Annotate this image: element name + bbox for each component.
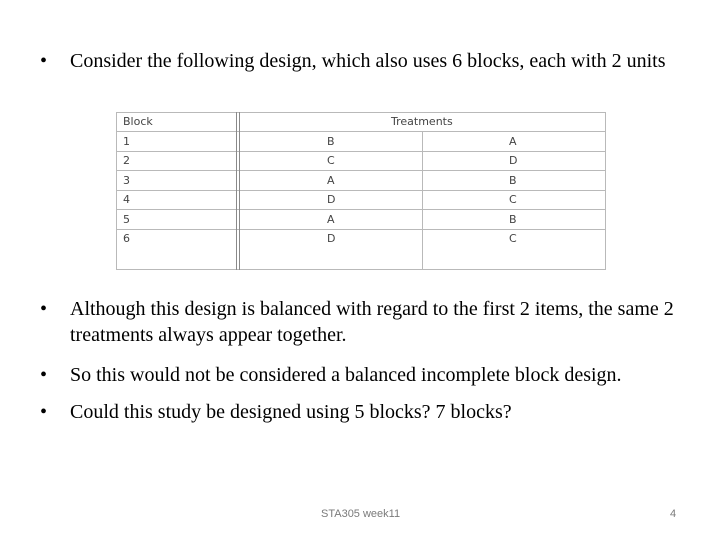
table-cell-block: 2	[123, 154, 130, 167]
table-cell-treatment: A	[327, 213, 335, 226]
table-cell-treatment: C	[509, 232, 517, 245]
table-cell-treatment: A	[509, 135, 517, 148]
bullet-marker: •	[40, 364, 48, 386]
table-cell-treatment: D	[327, 193, 336, 206]
table-cell-treatment: A	[327, 174, 335, 187]
table-cell-treatment: D	[509, 154, 518, 167]
bullet-1	[40, 48, 690, 74]
bullet-4	[40, 399, 690, 425]
bullet-marker: •	[40, 298, 48, 320]
table-cell-block: 5	[123, 213, 130, 226]
table-cell-treatment: C	[509, 193, 517, 206]
design-table	[116, 112, 606, 270]
table-cell-treatment: B	[327, 135, 335, 148]
footer-page-number: 4	[670, 508, 677, 520]
bullet-2	[40, 296, 690, 348]
table-cell-treatment: C	[327, 154, 335, 167]
bullet-marker: •	[40, 50, 48, 72]
header-block: Block	[123, 115, 153, 128]
table-cell-block: 6	[123, 232, 130, 245]
bullet-marker: •	[40, 401, 48, 423]
table-cell-block: 3	[123, 174, 130, 187]
bullet-text: Could this study be designed using 5 blocks? 7 blocks?	[70, 401, 512, 423]
table-cell-block: 4	[123, 193, 130, 206]
bullet-text: So this would not be considered a balanced incomplete block design.	[70, 364, 622, 386]
table-cell-block: 1	[123, 135, 130, 148]
table-cell-treatment: B	[509, 174, 517, 187]
header-treatments: Treatments	[391, 115, 453, 128]
bullet-3	[40, 362, 690, 388]
bullet-text: Consider the following design, which also uses 6 blocks, each with 2 units	[70, 50, 666, 72]
table-cell-treatment: D	[327, 232, 336, 245]
table-cell-treatment: B	[509, 213, 517, 226]
bullet-text: Although this design is balanced with regard to the first 2 items, the same 2 treatments always appear together.	[70, 298, 674, 346]
footer-course: STA305 week11	[321, 508, 401, 520]
